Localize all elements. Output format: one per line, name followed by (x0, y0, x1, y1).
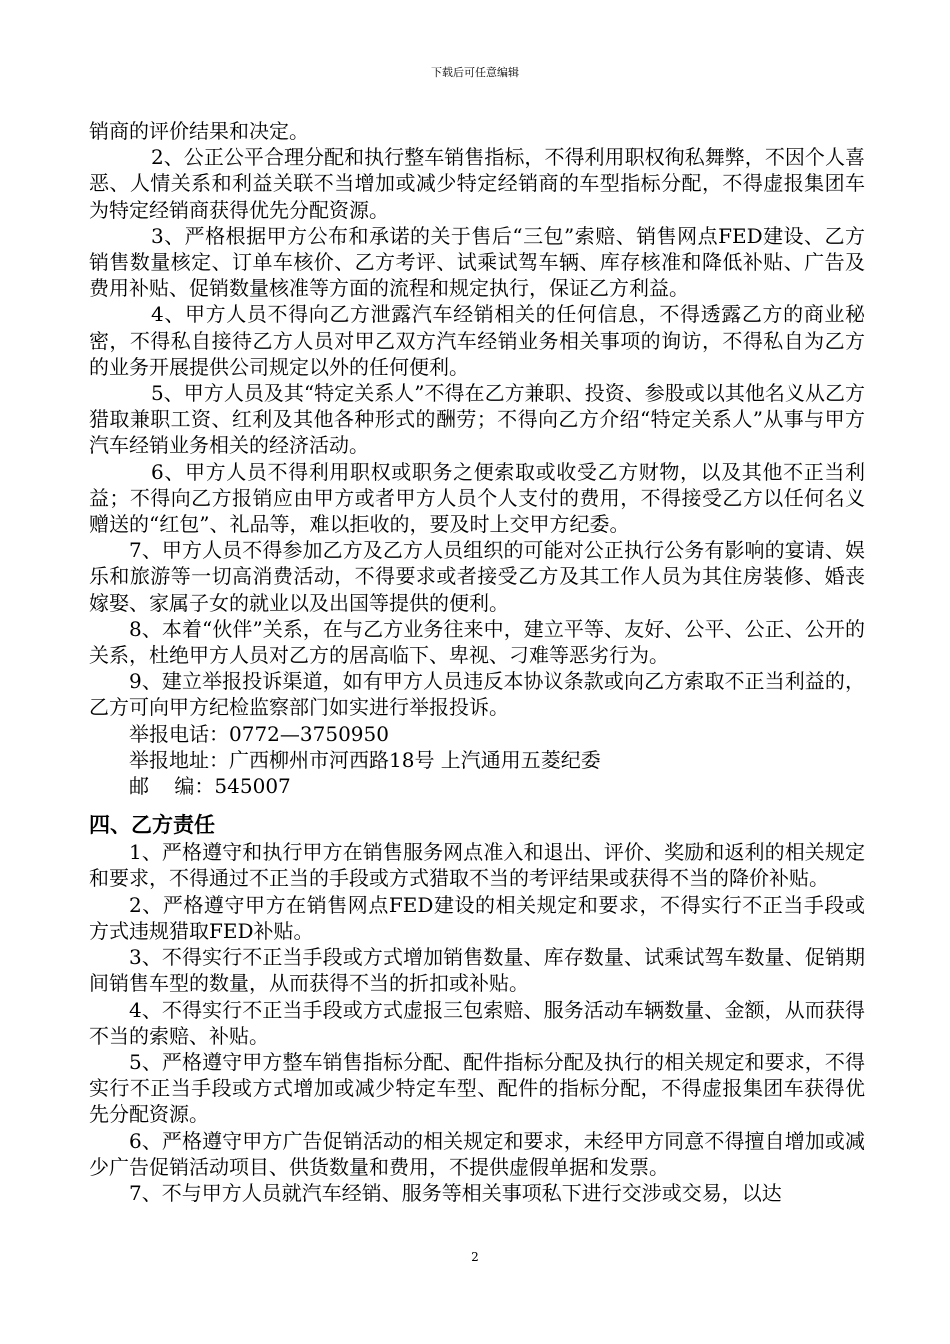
clause-4-4: 4、不得实行不正当手段或方式虚报三包索赔、服务活动车辆数量、金额，从而获得不当的索赔、补贴。 (89, 997, 865, 1048)
clause-4-6: 6、严格遵守甲方广告促销活动的相关规定和要求，未经甲方同意不得擅自增加或减少广告促销活动项目、供货数量和费用，不提供虚假单据和发票。 (89, 1128, 865, 1179)
clause-3-7: 7、甲方人员不得参加乙方及乙方人员组织的可能对公正执行公务有影响的宴请、娱乐和旅游等一切高消费活动，不得要求或者接受乙方及其工作人员为其住房装修、婚丧嫁娶、家属子女的就业以及出国等提供的便利。 (89, 538, 865, 615)
clause-4-7: 7、不与甲方人员就汽车经销、服务等相关事项私下进行交涉或交易，以达 (129, 1180, 782, 1205)
page-header: 下载后可任意编辑 (431, 66, 519, 79)
clause-4-5: 5、严格遵守甲方整车销售指标分配、配件指标分配及执行的相关规定和要求，不得实行不正当手段或方式增加或减少特定车型、配件的指标分配，不得虚报集团车获得优先分配资源。 (89, 1049, 865, 1127)
clause-3-2: 2、公正公平合理分配和执行整车销售指标，不得利用职权徇私舞弊，不因个人喜恶、人情关系和利益关联不当增加或减少特定经销商的车型指标分配，不得虚报集团车为特定经销商获得优先分配资源。 (89, 145, 865, 222)
clause-3-4: 4、甲方人员不得向乙方泄露汽车经销相关的任何信息，不得透露乙方的商业秘密，不得私自接待乙方人员对甲乙双方汽车经销业务相关事项的询访，不得私自为乙方的业务开展提供公司规定以外的任何便利。 (89, 302, 865, 379)
document-body (89, 118, 865, 1206)
report-address: 举报地址：广西柳州市河西路18号 上汽通用五菱纪委 (129, 747, 601, 772)
report-phone: 举报电话：0772—3750950 (129, 721, 389, 746)
section-heading-party-b: 四、乙方责任 (89, 813, 215, 838)
postal-code: 邮 编：545007 (129, 774, 291, 799)
clause-4-2: 2、严格遵守甲方在销售网点FED建设的相关规定和要求，不得实行不正当手段或方式违规猎取FED补贴。 (89, 892, 865, 943)
clause-4-3: 3、不得实行不正当手段或方式增加销售数量、库存数量、试乘试驾车数量、促销期间销售车型的数量，从而获得不当的折扣或补贴。 (89, 945, 865, 996)
clause-3-3: 3、严格根据甲方公布和承诺的关于售后“三包”索赔、销售网点FED建设、乙方销售数量核定、订单车核价、乙方考评、试乘试驾车辆、库存核准和降低补贴、广告及费用补贴、促销数量核准等方面的流程和规定执行，保证乙方利益。 (89, 223, 865, 301)
clause-4-1: 1、严格遵守和执行甲方在销售服务网点准入和退出、评价、奖励和返利的相关规定和要求，不得通过不正当的手段或方式猎取不当的考评结果或获得不当的降价补贴。 (89, 840, 865, 891)
clause-3-9: 9、建立举报投诉渠道，如有甲方人员违反本协议条款或向乙方索取不正当利益的，乙方可向甲方纪检监察部门如实进行举报投诉。 (89, 669, 865, 720)
clause-3-5: 5、甲方人员及其“特定关系人”不得在乙方兼职、投资、参股或以其他名义从乙方猎取兼职工资、红利及其他各种形式的酬劳；不得向乙方介绍“特定关系人”从事与甲方汽车经销业务相关的经济活动。 (89, 381, 865, 458)
clause-3-8: 8、本着“伙伴”关系，在与乙方业务往来中，建立平等、友好、公平、公正、公开的关系，杜绝甲方人员对乙方的居高临下、卑视、刁难等恶劣行为。 (89, 616, 865, 668)
page-number: 2 (471, 1250, 479, 1264)
clause-3-6: 6、甲方人员不得利用职权或职务之便索取或收受乙方财物，以及其他不正当利益；不得向乙方报销应由甲方或者甲方人员个人支付的费用，不得接受乙方以任何名义赠送的“红包”、礼品等，难以拒收的，要及时上交甲方纪委。 (89, 459, 865, 537)
paragraph-continuation: 销商的评价结果和决定。 (89, 119, 309, 143)
